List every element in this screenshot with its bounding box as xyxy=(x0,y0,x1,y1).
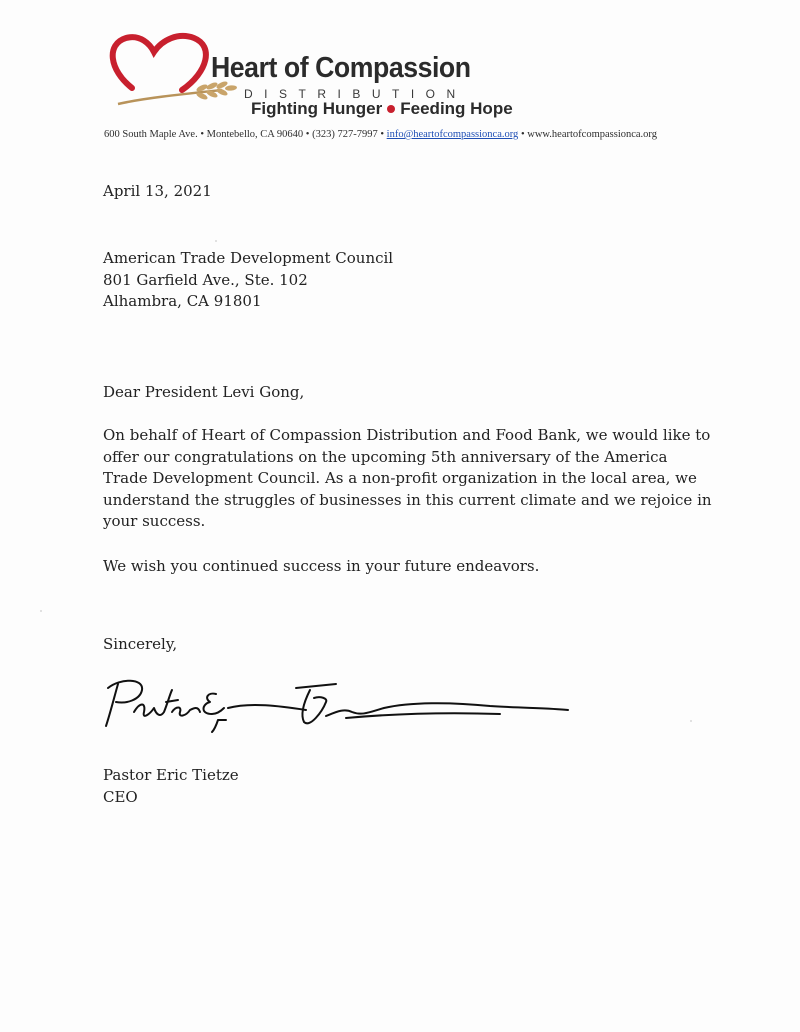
closing: Sincerely, xyxy=(103,635,178,653)
body-line: offer our congratulations on the upcoming 5th anniversary of the America xyxy=(103,447,668,466)
org-website: • www.heartofcompassionca.org xyxy=(518,129,657,140)
handwritten-signature xyxy=(100,668,572,736)
signer-block xyxy=(103,765,239,808)
salutation: Dear President Levi Gong, xyxy=(103,383,305,401)
org-name: Heart of Compassion xyxy=(211,52,471,84)
org-address: 600 South Maple Ave. • Montebello, CA 90640 • (323) 727-7997 • xyxy=(104,129,387,140)
scan-speck xyxy=(690,720,692,722)
bullet-dot-icon xyxy=(387,105,395,113)
tagline-part1: Fighting Hunger xyxy=(251,99,383,118)
email-link[interactable]: info@heartofcompassionca.org xyxy=(386,129,519,140)
closing-wish: We wish you continued success in your future endeavors. xyxy=(103,557,540,575)
recipient-line: 801 Garfield Ave., Ste. 102 xyxy=(103,270,308,289)
tagline xyxy=(251,99,513,119)
body-line: understand the struggles of businesses in this current climate and we rejoice in xyxy=(103,490,712,509)
recipient-line: Alhambra, CA 91801 xyxy=(103,292,262,310)
body-line: your success. xyxy=(103,512,206,530)
letterhead-logo xyxy=(104,28,544,120)
letter-date: April 13, 2021 xyxy=(103,182,212,200)
scan-speck xyxy=(215,240,217,242)
org-subtitle: DISTRIBUTION xyxy=(244,87,467,101)
signer-title: CEO xyxy=(103,787,138,806)
contact-line xyxy=(104,129,657,140)
tagline-part2: Feeding Hope xyxy=(400,99,513,118)
body-line: Trade Development Council. As a non-profit organization in the local area, we xyxy=(103,469,697,487)
recipient-line: American Trade Development Council xyxy=(103,249,394,267)
body-line: On behalf of Heart of Compassion Distribution and Food Bank, we would like to xyxy=(103,426,711,444)
signer-name: Pastor Eric Tietze xyxy=(103,766,239,784)
scan-speck xyxy=(40,610,42,612)
body-paragraph xyxy=(103,425,712,533)
recipient-address xyxy=(103,248,393,313)
